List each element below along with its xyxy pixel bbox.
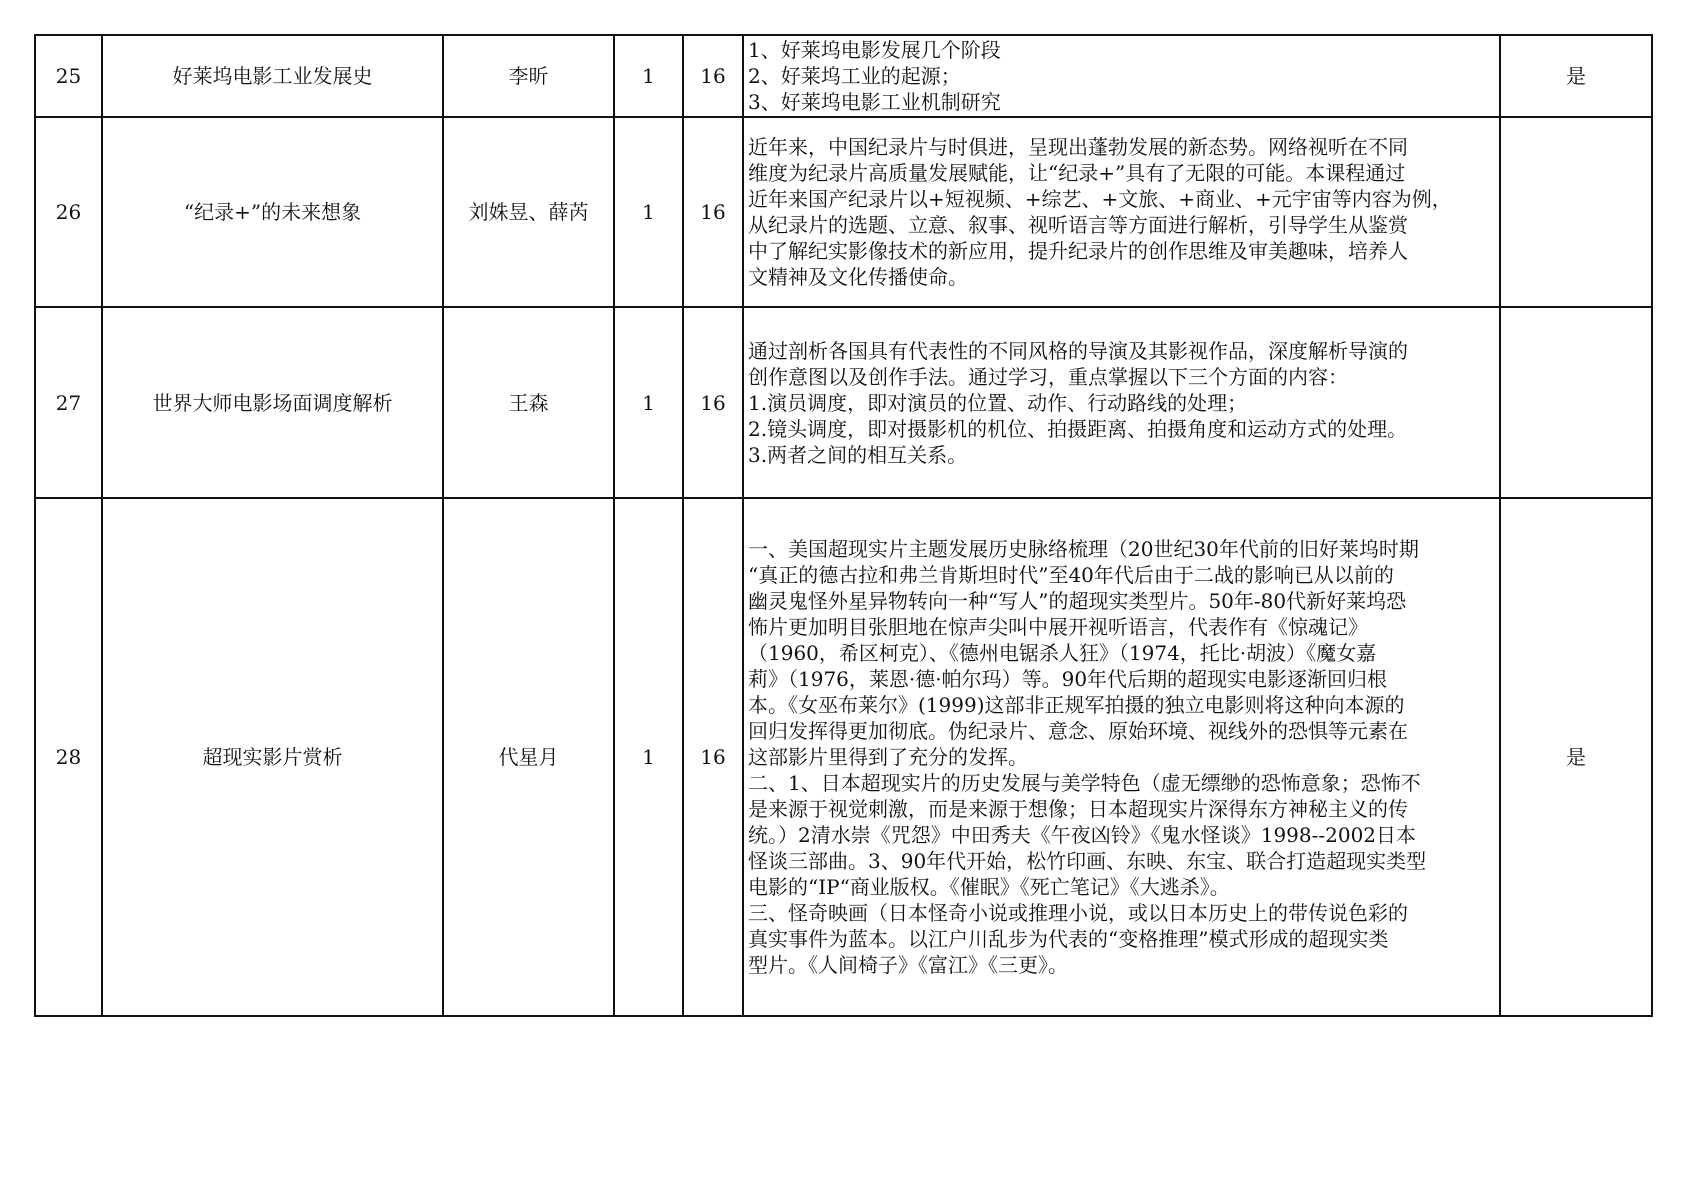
row-number: 27 [35, 307, 102, 498]
row-number: 26 [35, 117, 102, 307]
description-line: 近年来国产纪录片以+短视频、+综艺、+文旅、+商业、+元宇宙等内容为例， [748, 187, 1452, 211]
description-line: 3.两者之间的相互关系。 [748, 442, 968, 467]
description-line: “真正的德古拉和弗兰肯斯坦时代”至40年代后由于二战的影响已从以前的 [748, 563, 1394, 587]
description-line: 统。）2清水崇《咒怨》中田秀夫《午夜凶铃》《鬼水怪谈》1998--2002日本 [748, 823, 1417, 847]
description-line: 怖片更加明目张胆地在惊声尖叫中展开视听语言，代表作有《惊魂记》 [748, 615, 1368, 639]
course-flag [1500, 117, 1652, 307]
description-line: 中了解纪实影像技术的新应用，提升纪录片的创作思维及审美趣味，培养人 [748, 239, 1408, 263]
description-line: 三、怪奇映画（日本怪奇小说或推理小说，或以日本历史上的带传说色彩的 [748, 901, 1408, 925]
description-line: 真实事件为蓝本。以江户川乱步为代表的“变格推理”模式形成的超现实类 [748, 927, 1389, 951]
course-hours: 16 [683, 117, 743, 307]
description-line: 本。《女巫布莱尔》(1999)这部非正规军拍摄的独立电影则将这种向本源的 [748, 693, 1405, 717]
course-teacher: 李昕 [443, 35, 614, 117]
course-hours: 16 [683, 307, 743, 498]
description-line: 2.镜头调度，即对摄影机的机位、拍摄距离、拍摄角度和运动方式的处理。 [748, 416, 1408, 441]
description-line: 电影的“IP“商业版权。《催眠》《死亡笔记》《大逃杀》。 [748, 875, 1230, 899]
course-credit: 1 [614, 117, 683, 307]
course-title: “纪录+”的未来想象 [102, 117, 443, 307]
table-row [35, 498, 1652, 1016]
course-title: 世界大师电影场面调度解析 [102, 307, 443, 498]
description-line: 是来源于视觉刺激，而是来源于想像；日本超现实片深得东方神秘主义的传 [748, 797, 1408, 821]
description-line: 幽灵鬼怪外星异物转向一种“写人”的超现实类型片。50年-80代新好莱坞恐 [748, 589, 1407, 613]
description-line: 维度为纪录片高质量发展赋能，让“纪录+”具有了无限的可能。本课程通过 [748, 161, 1406, 185]
description-line: 近年来，中国纪录片与时俱进，呈现出蓬勃发展的新态势。网络视听在不同 [748, 135, 1408, 159]
description-line: 回归发挥得更加彻底。伪纪录片、意念、原始环境、视线外的恐惧等元素在 [748, 719, 1408, 743]
description-line: 文精神及文化传播使命。 [748, 265, 968, 289]
description-line: （1960，希区柯克）、《德州电锯杀人狂》（1974，托比·胡波）《魔女嘉 [748, 641, 1377, 665]
course-table [34, 34, 1653, 1017]
course-description [743, 307, 1500, 498]
course-hours: 16 [683, 35, 743, 117]
course-description [743, 498, 1500, 1016]
course-flag: 是 [1500, 498, 1652, 1016]
description-line: 1、好莱坞电影发展几个阶段 [748, 38, 1001, 62]
description-line: 怪谈三部曲。3、90年代开始，松竹印画、东映、东宝、联合打造超现实类型 [748, 849, 1427, 873]
course-title: 超现实影片赏析 [102, 498, 443, 1016]
course-title: 好莱坞电影工业发展史 [102, 35, 443, 117]
course-flag [1500, 307, 1652, 498]
course-credit: 1 [614, 498, 683, 1016]
course-teacher: 代星月 [443, 498, 614, 1016]
description-line: 这部影片里得到了充分的发挥。 [748, 745, 1028, 769]
description-line: 二、1、日本超现实片的历史发展与美学特色（虚无缥缈的恐怖意象；恐怖不 [748, 771, 1421, 795]
description-line: 莉》（1976，莱恩·德·帕尔玛）等。90年代后期的超现实电影逐渐回归根 [748, 667, 1388, 691]
course-credit: 1 [614, 307, 683, 498]
course-teacher: 王森 [443, 307, 614, 498]
description-line: 1.演员调度，即对演员的位置、动作、行动路线的处理； [748, 390, 1248, 415]
description-line: 通过剖析各国具有代表性的不同风格的导演及其影视作品，深度解析导演的 [748, 338, 1408, 363]
course-description [743, 117, 1500, 307]
description-line: 2、好莱坞工业的起源； [748, 64, 961, 88]
table-row [35, 307, 1652, 498]
description-line: 一、美国超现实片主题发展历史脉络梳理（20世纪30年代前的旧好莱坞时期 [748, 537, 1419, 561]
table-row [35, 117, 1652, 307]
course-teacher: 刘姝昱、薛芮 [443, 117, 614, 307]
course-description [743, 35, 1500, 117]
description-line: 从纪录片的选题、立意、叙事、视听语言等方面进行解析，引导学生从鉴赏 [748, 213, 1408, 237]
row-number: 28 [35, 498, 102, 1016]
description-line: 创作意图以及创作手法。通过学习，重点掌握以下三个方面的内容： [748, 364, 1348, 389]
description-line: 型片。《人间椅子》《富江》《三更》。 [748, 953, 1068, 977]
course-flag: 是 [1500, 35, 1652, 117]
course-hours: 16 [683, 498, 743, 1016]
table-row [35, 35, 1652, 117]
course-credit: 1 [614, 35, 683, 117]
row-number: 25 [35, 35, 102, 117]
description-line: 3、好莱坞电影工业机制研究 [748, 90, 1001, 114]
